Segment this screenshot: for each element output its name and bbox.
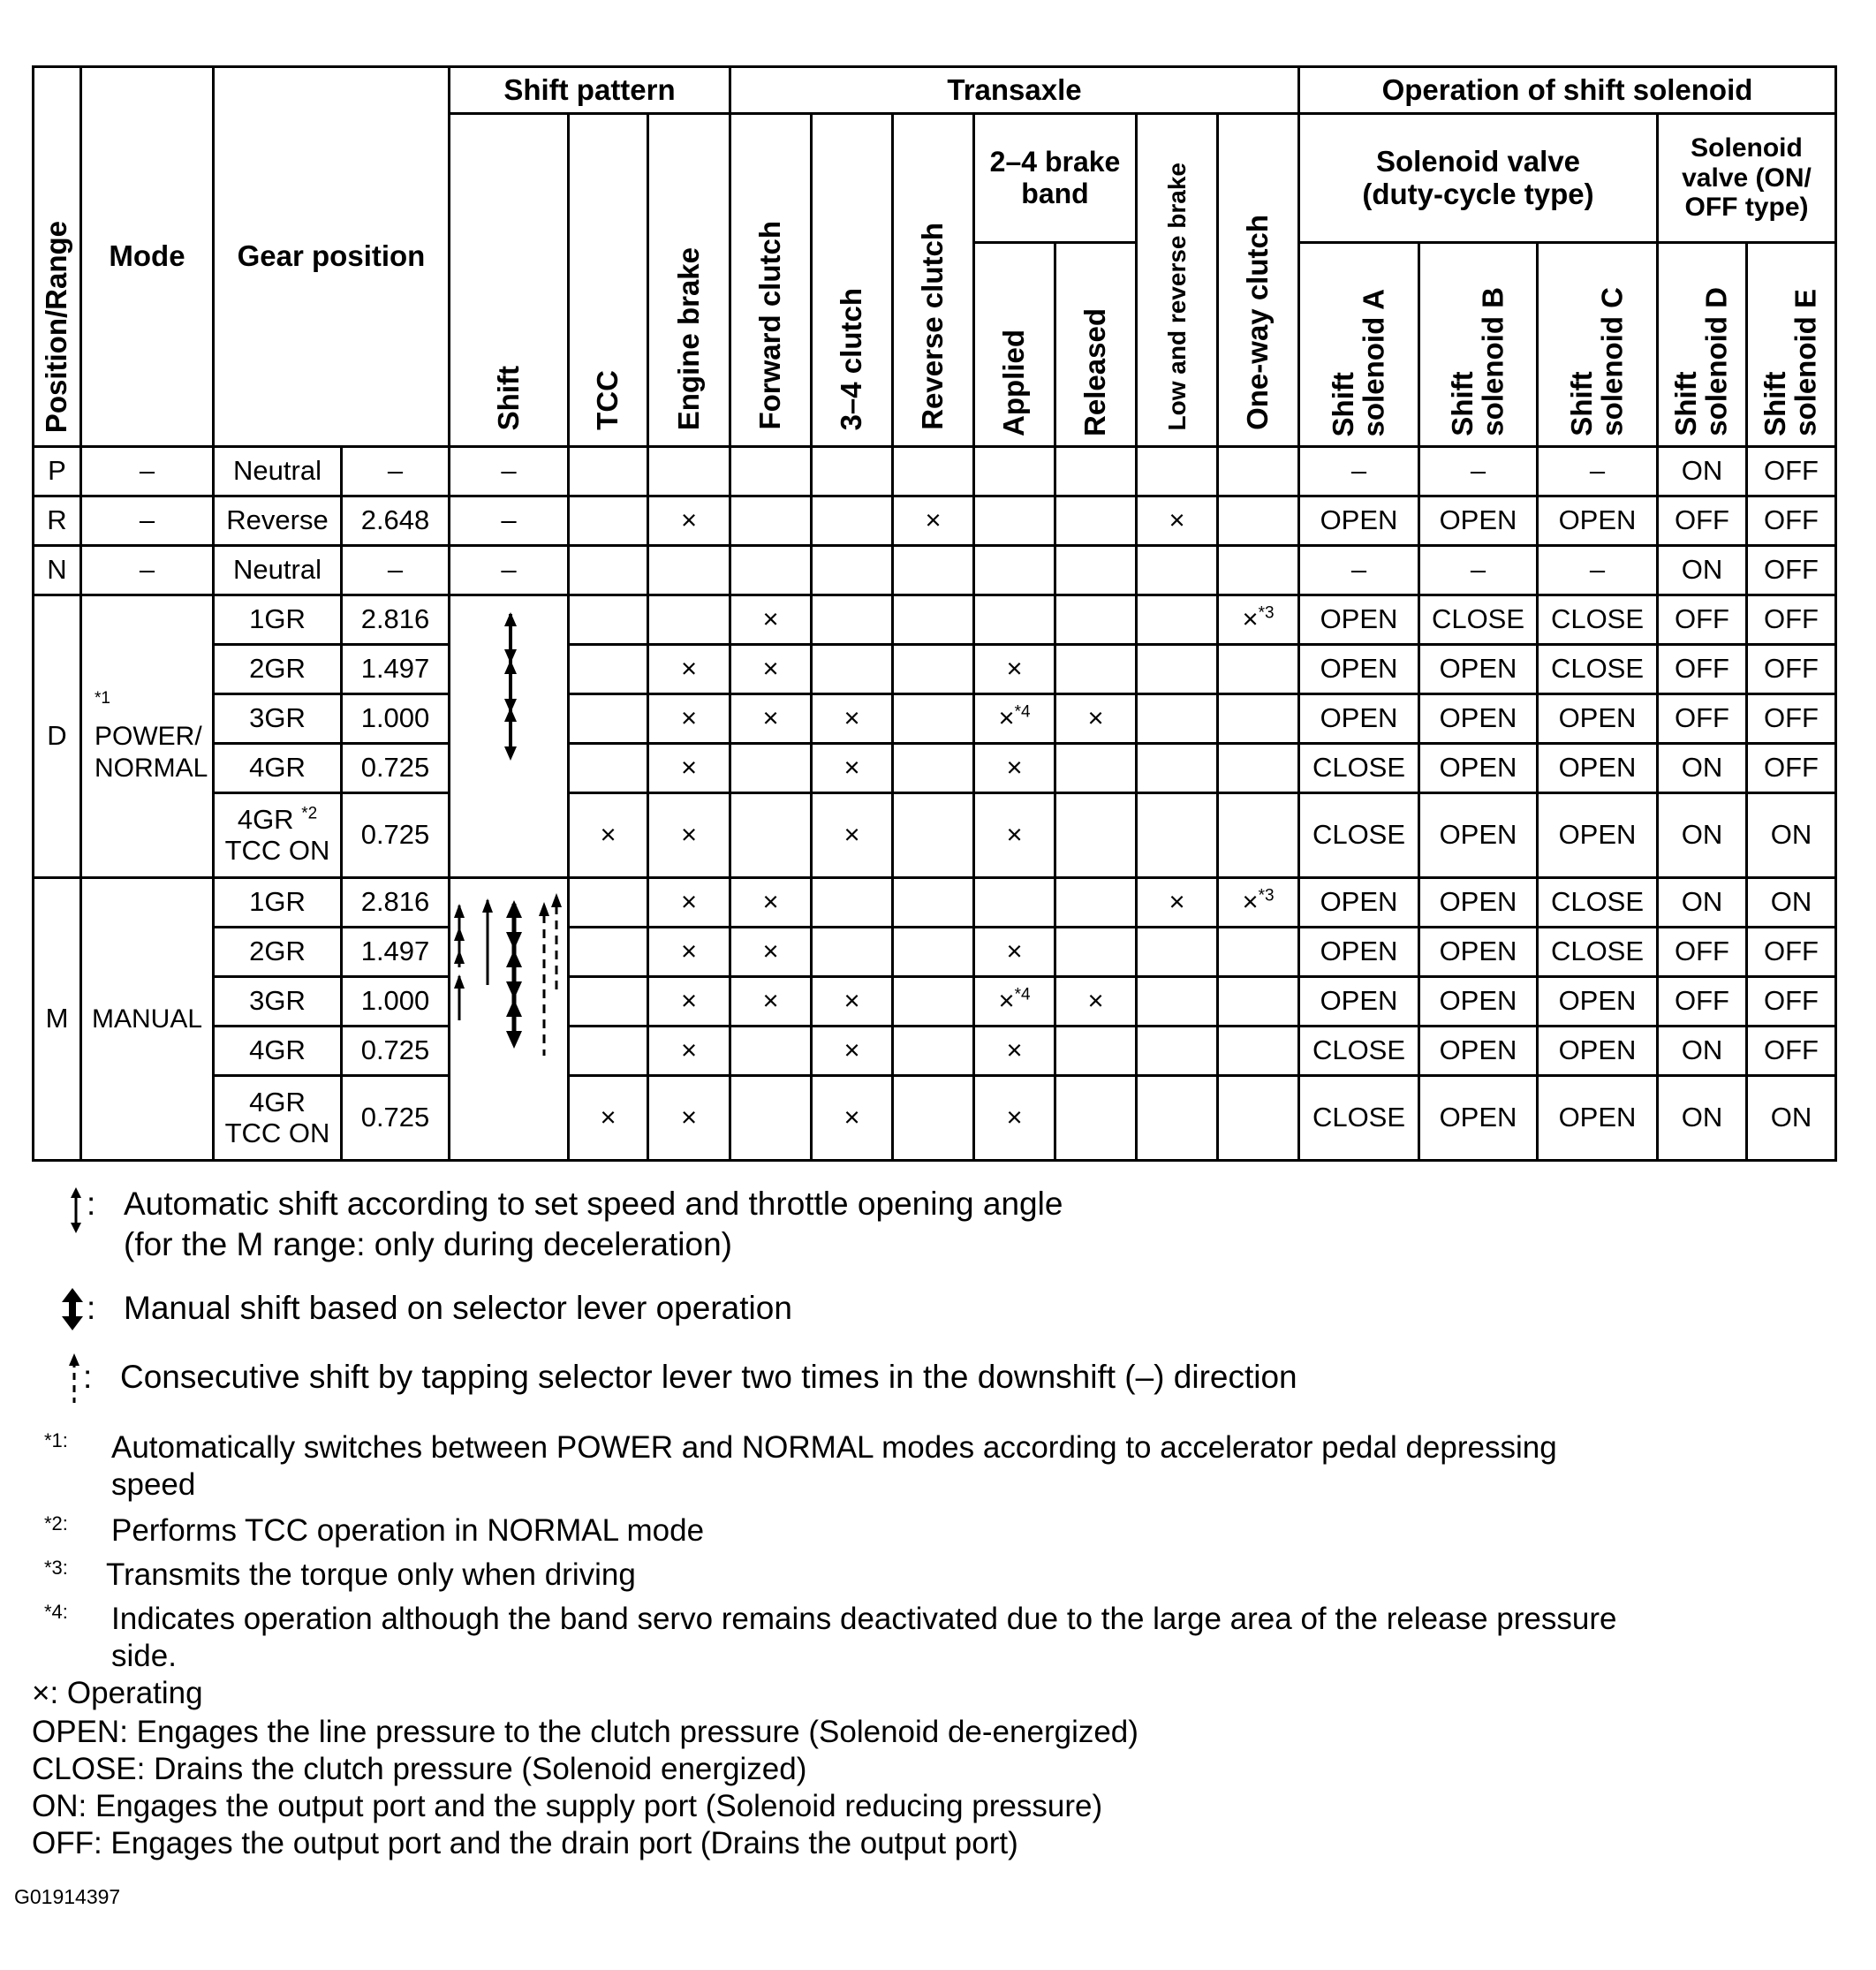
header-shift-pattern: Shift pattern: [450, 67, 730, 114]
solenoid-a-cell: OPEN: [1299, 595, 1419, 645]
solenoid-b-cell: –: [1419, 546, 1538, 595]
header-one-way-clutch: One-way clutch: [1218, 114, 1299, 447]
solenoid-b-cell: OPEN: [1419, 1076, 1538, 1161]
footnote-text: speed: [111, 1467, 196, 1502]
solenoid-c-cell: CLOSE: [1538, 645, 1658, 694]
definition-operating: ×: Operating: [32, 1676, 203, 1710]
header-solenoid-a: Shift solenoid A: [1299, 243, 1419, 447]
solenoid-c-cell: OPEN: [1538, 744, 1658, 793]
solenoid-e-cell: OFF: [1747, 1027, 1836, 1076]
figure-code: G01914397: [14, 1885, 121, 1908]
header-shift: Shift: [450, 114, 569, 447]
solenoid-b-cell: OPEN: [1419, 645, 1538, 694]
legend-colon: :: [87, 1186, 96, 1222]
gear-cell: 2GR: [214, 928, 342, 977]
engine-brake-cell: ×: [648, 645, 730, 694]
released-cell: ×: [1055, 977, 1137, 1027]
forward-clutch-cell: ×: [730, 878, 812, 928]
released-cell: ×: [1055, 694, 1137, 744]
ratio-cell: 0.725: [342, 1076, 450, 1161]
ratio-cell: 2.648: [342, 496, 450, 546]
solenoid-b-cell: OPEN: [1419, 793, 1538, 878]
ratio-cell: 1.497: [342, 645, 450, 694]
solenoid-d-cell: ON: [1658, 546, 1747, 595]
shift-cell: –: [450, 546, 569, 595]
solenoid-e-cell: OFF: [1747, 546, 1836, 595]
engine-brake-cell: ×: [648, 928, 730, 977]
solenoid-e-cell: ON: [1747, 878, 1836, 928]
reverse-clutch-cell: ×: [893, 496, 974, 546]
gear-cell: 1GR: [214, 595, 342, 645]
engine-brake-cell: ×: [648, 1076, 730, 1161]
footnote-text: side.: [111, 1639, 177, 1673]
definition-close: CLOSE: Drains the clutch pressure (Solenoid energized): [32, 1752, 807, 1786]
solenoid-b-cell: CLOSE: [1419, 595, 1538, 645]
header-mode: Mode: [81, 67, 214, 447]
ratio-cell: 2.816: [342, 878, 450, 928]
34-clutch-cell: ×: [812, 793, 893, 878]
34-clutch-cell: ×: [812, 977, 893, 1027]
shift-pattern-manual-cell: [450, 878, 569, 1161]
solenoid-e-cell: OFF: [1747, 595, 1836, 645]
table-row: [34, 447, 1836, 496]
engine-brake-cell: ×: [648, 496, 730, 546]
solenoid-a-cell: CLOSE: [1299, 1027, 1419, 1076]
definition-off: OFF: Engages the output port and the drain port (Drains the output port): [32, 1826, 1018, 1860]
solenoid-a-cell: OPEN: [1299, 977, 1419, 1027]
header-reverse-clutch: Reverse clutch: [893, 114, 974, 447]
header-applied: Applied: [974, 243, 1055, 447]
shift-operation-table: [32, 65, 1837, 1162]
table-row: [34, 1076, 1836, 1161]
34-clutch-cell: ×: [812, 694, 893, 744]
header-solenoid-onoff: Solenoid valve (ON/ OFF type): [1658, 114, 1836, 243]
ratio-cell: 0.725: [342, 1027, 450, 1076]
solenoid-a-cell: CLOSE: [1299, 793, 1419, 878]
ratio-cell: 1.497: [342, 928, 450, 977]
forward-clutch-cell: ×: [730, 645, 812, 694]
footnote-marker: *4:: [44, 1601, 68, 1623]
solenoid-c-cell: OPEN: [1538, 977, 1658, 1027]
solenoid-e-cell: OFF: [1747, 496, 1836, 546]
mode-cell: –: [81, 447, 214, 496]
solenoid-c-cell: OPEN: [1538, 1027, 1658, 1076]
solenoid-b-cell: OPEN: [1419, 928, 1538, 977]
table-row: [34, 694, 1836, 744]
solenoid-d-cell: OFF: [1658, 496, 1747, 546]
applied-cell: ×: [974, 744, 1055, 793]
manual-shift-arrows-icon: [450, 879, 567, 1161]
position-cell: M: [34, 878, 81, 1161]
gear-cell: 1GR: [214, 878, 342, 928]
applied-cell: ×: [974, 793, 1055, 878]
ratio-cell: 1.000: [342, 977, 450, 1027]
ratio-cell: 1.000: [342, 694, 450, 744]
legend-colon: :: [87, 1290, 96, 1326]
auto-shift-arrows-icon: [450, 596, 567, 878]
footnote-text: Performs TCC operation in NORMAL mode: [111, 1513, 705, 1548]
shift-cell: –: [450, 496, 569, 546]
solenoid-e-cell: OFF: [1747, 447, 1836, 496]
mode-cell: –: [81, 496, 214, 546]
solenoid-e-cell: ON: [1747, 1076, 1836, 1161]
solenoid-c-cell: OPEN: [1538, 694, 1658, 744]
header-low-reverse-brake: Low and reverse brake: [1137, 114, 1218, 447]
solenoid-d-cell: OFF: [1658, 694, 1747, 744]
solenoid-c-cell: OPEN: [1538, 496, 1658, 546]
footnote-marker: *3:: [44, 1557, 68, 1579]
solenoid-c-cell: –: [1538, 546, 1658, 595]
gear-cell: Neutral: [214, 447, 342, 496]
solenoid-d-cell: ON: [1658, 878, 1747, 928]
gear-cell: 3GR: [214, 977, 342, 1027]
engine-brake-cell: ×: [648, 793, 730, 878]
solenoid-b-cell: OPEN: [1419, 1027, 1538, 1076]
solenoid-d-cell: OFF: [1658, 977, 1747, 1027]
forward-clutch-cell: ×: [730, 595, 812, 645]
solenoid-b-cell: OPEN: [1419, 496, 1538, 546]
solenoid-e-cell: OFF: [1747, 928, 1836, 977]
position-cell: P: [34, 447, 81, 496]
manual-shift-arrow-icon: [55, 1288, 90, 1330]
table-row: [34, 928, 1836, 977]
header-operation-shift-solenoid: Operation of shift solenoid: [1299, 67, 1836, 114]
solenoid-d-cell: OFF: [1658, 595, 1747, 645]
position-cell: N: [34, 546, 81, 595]
solenoid-d-cell: ON: [1658, 447, 1747, 496]
solenoid-a-cell: OPEN: [1299, 928, 1419, 977]
solenoid-a-cell: –: [1299, 546, 1419, 595]
engine-brake-cell: ×: [648, 694, 730, 744]
footnote-marker: *2:: [44, 1512, 68, 1534]
solenoid-b-cell: –: [1419, 447, 1538, 496]
table-row: [34, 1027, 1836, 1076]
solenoid-a-cell: OPEN: [1299, 878, 1419, 928]
solenoid-d-cell: OFF: [1658, 645, 1747, 694]
ratio-cell: 0.725: [342, 744, 450, 793]
solenoid-c-cell: –: [1538, 447, 1658, 496]
gear-cell: 2GR: [214, 645, 342, 694]
header-solenoid-e: Shift solenoid E: [1747, 243, 1836, 447]
header-solenoid-duty: Solenoid valve (duty-cycle type): [1299, 114, 1658, 243]
ratio-cell: –: [342, 546, 450, 595]
solenoid-c-cell: CLOSE: [1538, 878, 1658, 928]
forward-clutch-cell: ×: [730, 928, 812, 977]
footnote-marker: *1:: [44, 1429, 68, 1451]
forward-clutch-cell: ×: [730, 694, 812, 744]
gear-cell: 4GR TCC ON: [214, 1076, 342, 1161]
header-34-clutch: 3–4 clutch: [812, 114, 893, 447]
header-24-brake-band: 2–4 brake band: [974, 114, 1137, 243]
gear-cell: Reverse: [214, 496, 342, 546]
solenoid-a-cell: CLOSE: [1299, 1076, 1419, 1161]
position-cell: D: [34, 595, 81, 878]
legend-text: Manual shift based on selector lever operation: [124, 1290, 792, 1326]
header-released: Released: [1055, 243, 1137, 447]
solenoid-a-cell: OPEN: [1299, 496, 1419, 546]
header-transaxle: Transaxle: [730, 67, 1299, 114]
position-cell: R: [34, 496, 81, 546]
table-row: [34, 546, 1836, 595]
header-solenoid-b: Shift solenoid B: [1419, 243, 1538, 447]
gear-cell: 4GR $^{*2}$ TCC ON: [214, 793, 342, 878]
footnote-text: Indicates operation although the band servo remains deactivated due to the large area of the release pressure: [111, 1602, 1617, 1636]
engine-brake-cell: ×: [648, 977, 730, 1027]
low-reverse-brake-cell: ×: [1137, 878, 1218, 928]
shift-pattern-auto-cell: [450, 595, 569, 878]
solenoid-d-cell: OFF: [1658, 928, 1747, 977]
34-clutch-cell: ×: [812, 1027, 893, 1076]
one-way-clutch-cell: ×$^{*3}$: [1218, 878, 1299, 928]
header-engine-brake: Engine brake: [648, 114, 730, 447]
solenoid-e-cell: OFF: [1747, 977, 1836, 1027]
low-reverse-brake-cell: ×: [1137, 496, 1218, 546]
solenoid-d-cell: ON: [1658, 744, 1747, 793]
solenoid-a-cell: OPEN: [1299, 645, 1419, 694]
gear-cell: 4GR: [214, 744, 342, 793]
ratio-cell: 2.816: [342, 595, 450, 645]
34-clutch-cell: ×: [812, 1076, 893, 1161]
applied-cell: ×: [974, 928, 1055, 977]
header-forward-clutch: Forward clutch: [730, 114, 812, 447]
header-tcc: TCC: [569, 114, 648, 447]
table-row: [34, 878, 1836, 928]
header-position-range: Position/Range: [34, 67, 81, 447]
table-row: [34, 977, 1836, 1027]
engine-brake-cell: ×: [648, 1027, 730, 1076]
legend-text: Automatic shift according to set speed and throttle opening angle: [124, 1186, 1063, 1222]
forward-clutch-cell: ×: [730, 977, 812, 1027]
ratio-cell: –: [342, 447, 450, 496]
table-row: [34, 793, 1836, 878]
tcc-cell: ×: [569, 1076, 648, 1161]
solenoid-c-cell: CLOSE: [1538, 595, 1658, 645]
tcc-cell: ×: [569, 793, 648, 878]
solenoid-a-cell: CLOSE: [1299, 744, 1419, 793]
applied-cell: ×: [974, 1027, 1055, 1076]
definition-open: OPEN: Engages the line pressure to the clutch pressure (Solenoid de-energized): [32, 1715, 1138, 1749]
applied-cell: ×: [974, 645, 1055, 694]
ratio-cell: 0.725: [342, 793, 450, 878]
mode-cell: –: [81, 546, 214, 595]
solenoid-b-cell: OPEN: [1419, 694, 1538, 744]
gear-cell: 3GR: [214, 694, 342, 744]
header-solenoid-c: Shift solenoid C: [1538, 243, 1658, 447]
solenoid-e-cell: ON: [1747, 793, 1836, 878]
solenoid-d-cell: ON: [1658, 1076, 1747, 1161]
gear-cell: 4GR: [214, 1027, 342, 1076]
table-row: [34, 496, 1836, 546]
solenoid-d-cell: ON: [1658, 793, 1747, 878]
shift-operation-table-container: [32, 65, 1837, 1162]
one-way-clutch-cell: ×$^{*3}$: [1218, 595, 1299, 645]
table-row: [34, 744, 1836, 793]
solenoid-b-cell: OPEN: [1419, 878, 1538, 928]
solenoid-e-cell: OFF: [1747, 694, 1836, 744]
solenoid-c-cell: CLOSE: [1538, 928, 1658, 977]
solenoid-a-cell: OPEN: [1299, 694, 1419, 744]
table-row: [34, 595, 1836, 645]
mode-cell: MANUAL: [81, 878, 214, 1161]
footnote-text: Transmits the torque only when driving: [106, 1557, 636, 1592]
table-row: [34, 645, 1836, 694]
mode-cell: $^{*1}$ POWER/ NORMAL: [81, 595, 214, 878]
applied-cell: ×: [974, 1076, 1055, 1161]
header-gear-position: Gear position: [214, 67, 450, 447]
definition-on: ON: Engages the output port and the supply port (Solenoid reducing pressure): [32, 1789, 1103, 1823]
header-solenoid-d: Shift solenoid D: [1658, 243, 1747, 447]
solenoid-b-cell: OPEN: [1419, 744, 1538, 793]
legend-text: (for the M range: only during deceleration): [124, 1226, 732, 1262]
gear-cell: Neutral: [214, 546, 342, 595]
solenoid-b-cell: OPEN: [1419, 977, 1538, 1027]
footnote-text: Automatically switches between POWER and NORMAL modes according to accelerator pedal depressing: [111, 1430, 1557, 1465]
shift-cell: –: [450, 447, 569, 496]
solenoid-e-cell: OFF: [1747, 744, 1836, 793]
applied-cell: ×$^{*4}$: [974, 977, 1055, 1027]
solenoid-d-cell: ON: [1658, 1027, 1747, 1076]
34-clutch-cell: ×: [812, 744, 893, 793]
solenoid-a-cell: –: [1299, 447, 1419, 496]
solenoid-c-cell: OPEN: [1538, 1076, 1658, 1161]
engine-brake-cell: ×: [648, 744, 730, 793]
solenoid-c-cell: OPEN: [1538, 793, 1658, 878]
legend-colon: :: [83, 1359, 93, 1395]
engine-brake-cell: ×: [648, 878, 730, 928]
applied-cell: ×$^{*4}$: [974, 694, 1055, 744]
legend-text: Consecutive shift by tapping selector lever two times in the downshift (–) direction: [120, 1359, 1297, 1395]
solenoid-e-cell: OFF: [1747, 645, 1836, 694]
